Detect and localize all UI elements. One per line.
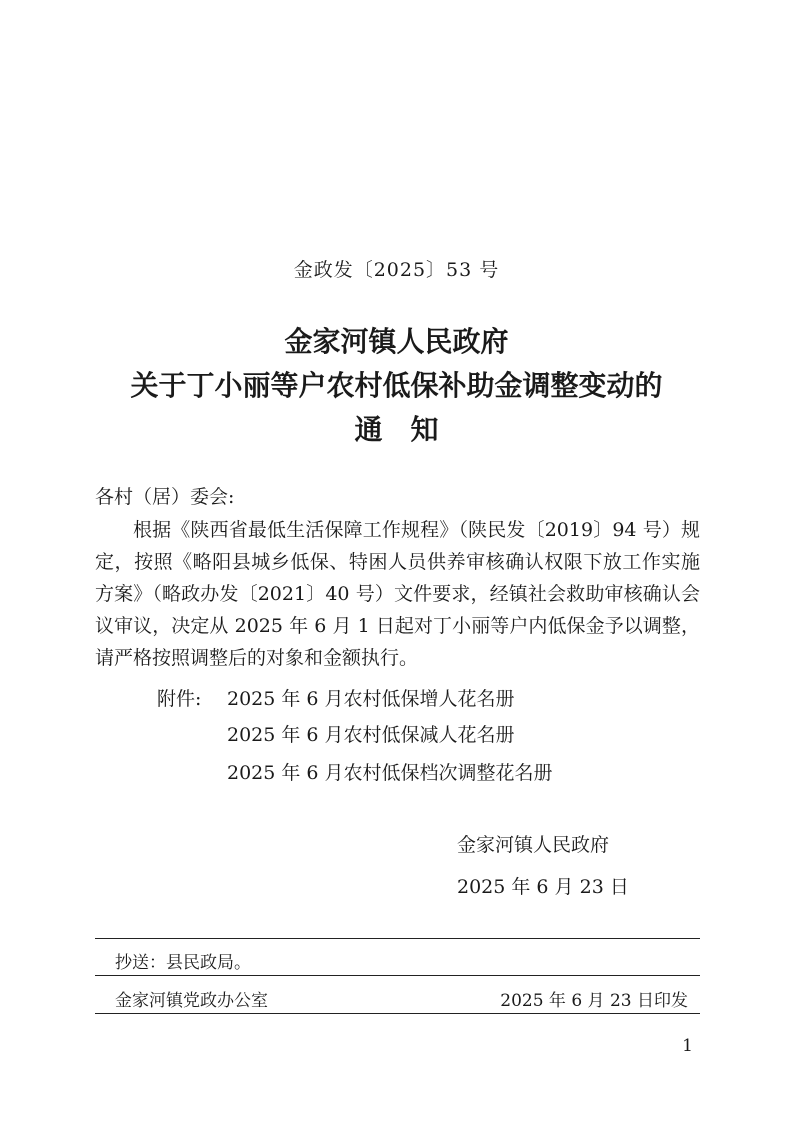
body-paragraph: 根据《陕西省最低生活保障工作规程》（陕民发〔2019〕94 号）规定，按照《略阳县城乡低保、特困人员供养审核确认权限下放工作实施方案》（略政办发〔2021〕40 号）文件要求，经镇社会救助审核确认会议审议，决定从 2025 年 6 月 1 日起对丁小丽等户内低保金予以调整，请严格按照调整后的对象和金额执行。	[95, 519, 700, 669]
attachment-item: 2025 年 6 月农村低保档次调整花名册	[227, 762, 553, 784]
attachment-item: 2025 年 6 月农村低保减人花名册	[227, 724, 515, 746]
title-line-1: 金家河镇人民政府	[284, 325, 509, 358]
title-line-2: 关于丁小丽等户农村低保补助金调整变动的	[130, 369, 663, 402]
divider-top	[95, 938, 700, 939]
attachments-label: 附件:	[157, 688, 202, 710]
divider-middle	[95, 975, 700, 976]
signature-date: 2025 年 6 月 23 日	[457, 876, 629, 898]
document-number: 金政发〔2025〕53 号	[293, 259, 500, 281]
page-number: 1	[682, 1036, 693, 1056]
issue-date: 2025 年 6 月 23 日印发	[500, 991, 688, 1011]
issuing-office: 金家河镇党政办公室	[115, 991, 268, 1011]
title-line-3: 通知	[354, 413, 467, 446]
cc-line: 抄送：县民政局。	[115, 953, 251, 973]
salutation: 各村（居）委会:	[95, 486, 235, 508]
attachment-item: 2025 年 6 月农村低保增人花名册	[227, 688, 515, 710]
divider-bottom	[95, 1013, 700, 1014]
signature-organization: 金家河镇人民政府	[457, 834, 610, 856]
